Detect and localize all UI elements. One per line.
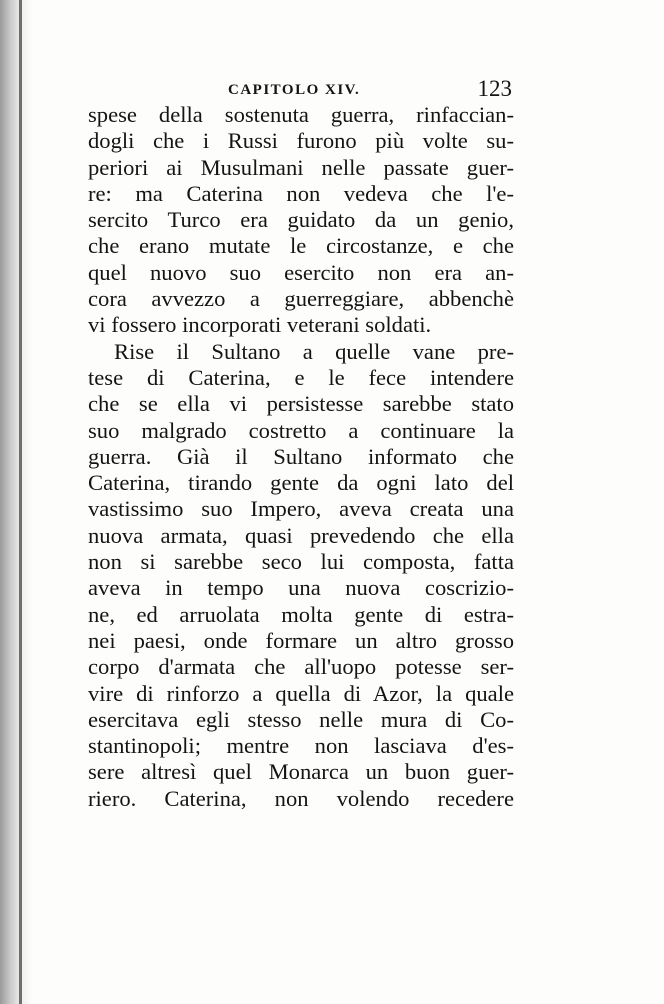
text-line: spese della sostenuta guerra, rinfaccian- [88,102,514,127]
text-line: vi fossero incorporati veterani soldati. [88,312,432,338]
text-line: suo malgrado costretto a continuare la [88,417,514,443]
running-head [88,78,514,102]
text-line: vire di rinforzo a quella di Azor, la quale [88,680,514,706]
text-line: Caterina, tirando gente da ogni lato del [88,470,514,496]
text-line: re: ma Caterina non vedeva che l'e- [88,180,514,206]
text-line: nei paesi, onde formare un altro grosso [88,627,514,653]
text-line: esercitava egli stesso nelle mura di Co- [88,706,514,732]
text-line: Rise il Sultano a quelle vane pre- [114,338,514,364]
text-line: stantinopoli; mentre non lasciava d'es- [88,733,514,759]
book-page [88,78,514,812]
book-gutter-line [19,0,22,1004]
text-line: riero. Caterina, non volendo recedere [88,785,514,811]
text-line: non si sarebbe seco lui composta, fatta [88,549,514,575]
text-line: che se ella vi persistesse sarebbe stato [88,391,514,417]
book-spine-shadow [0,0,32,1004]
text-line: periori ai Musulmani nelle passate guer- [88,154,514,180]
text-line: tese di Caterina, e le fece intendere [88,364,514,390]
chapter-heading: CAPITOLO XIV. [228,82,361,98]
text-line: ne, ed arruolata molta gente di estra- [88,601,514,627]
text-line: nuova armata, quasi prevedendo che ella [88,522,514,548]
page-body-text [88,102,514,812]
text-line: sercito Turco era guidato da un genio, [88,207,514,233]
text-line: che erano mutate le circostanze, e che [88,233,514,259]
text-line: vastissimo suo Impero, aveva creata una [88,496,514,522]
page-number: 123 [477,76,512,101]
text-line: sere altresì quel Monarca un buon guer- [88,759,514,785]
text-line: dogli che i Russi furono più volte su- [88,128,514,154]
text-line: aveva in tempo una nuova coscrizio- [88,575,514,601]
text-line: corpo d'armata che all'uopo potesse ser- [88,654,514,680]
text-line: quel nuovo suo esercito non era an- [88,259,514,285]
text-line: cora avvezzo a guerreggiare, abbenchè [88,286,514,312]
text-line: guerra. Già il Sultano informato che [88,443,514,469]
